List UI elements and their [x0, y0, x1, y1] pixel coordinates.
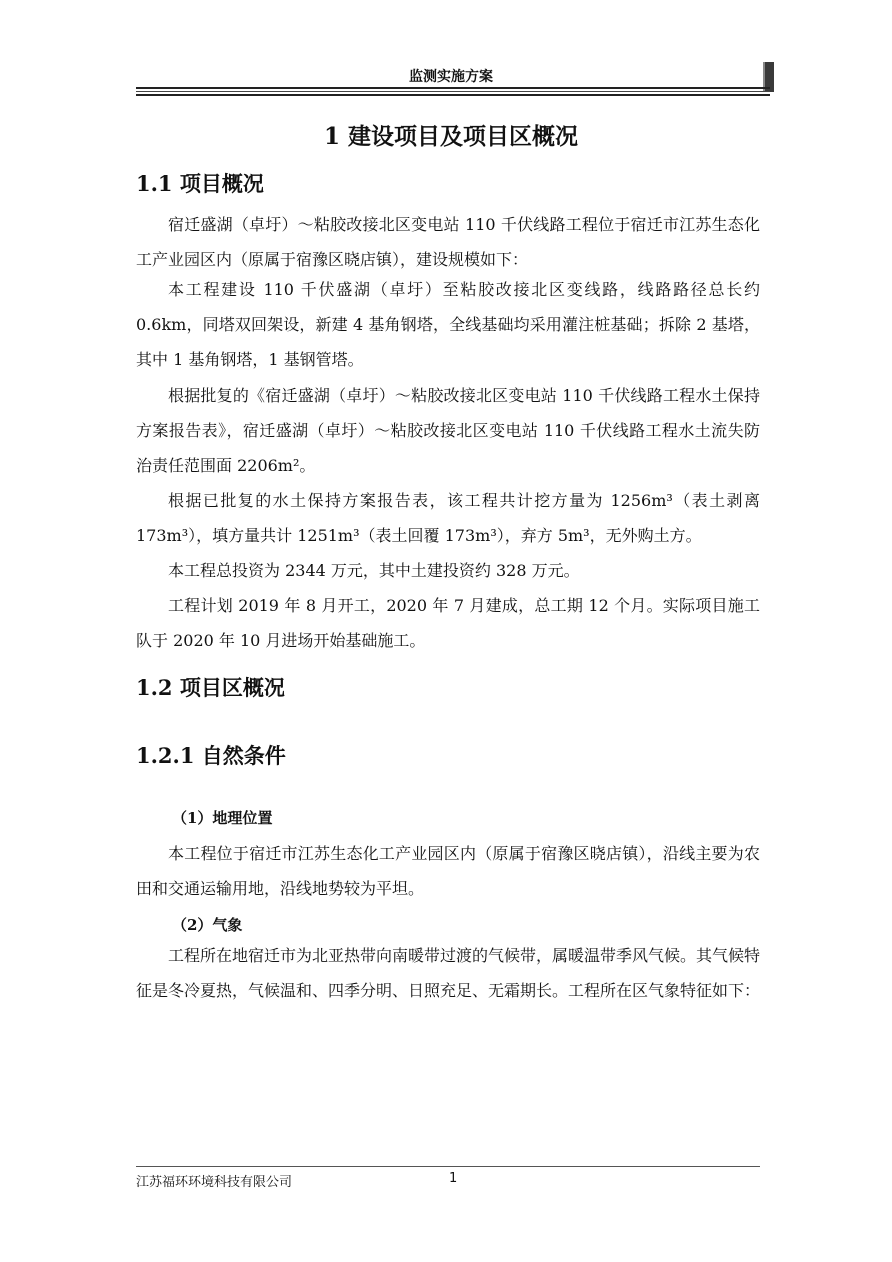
paragraph-investment: 本工程总投资为 2344 万元，其中土建投资约 328 万元。	[168, 561, 580, 580]
section-1-2-heading: 1.2 项目区概况	[136, 675, 285, 700]
section-1-1-heading: 1.1 项目概况	[136, 171, 264, 196]
paragraph-responsibility-area: 根据批复的《宿迁盛湖（卓圩）～粘胶改接北区变电站 110 千伏线路工程水土保持方案报告表》，宿迁盛湖（卓圩）～粘胶改接北区变电站 110 千伏线路工程水土流失防治责任范围面 2206m²。	[136, 386, 760, 475]
chapter-title: 1 建设项目及项目区概况	[323, 123, 578, 150]
subsection-geography-heading: （1）地理位置	[172, 809, 273, 827]
paragraph-schedule: 工程计划 2019 年 8 月开工，2020 年 7 月建成，总工期 12 个月。实际项目施工队于 2020 年 10 月进场开始基础施工。	[136, 596, 760, 650]
paragraph-construction-scale: 本工程建设 110 千伏盛湖（卓圩）至粘胶改接北区变线路，线路路径总长约 0.6km，同塔双回架设，新建 4 基角钢塔，全线基础均采用灌注桩基础；拆除 2 基塔，其中 1 基角钢塔，1 基钢管塔。	[136, 280, 760, 369]
header-title: 监测实施方案	[409, 69, 493, 85]
section-1-2-1-heading: 1.2.1 自然条件	[136, 743, 286, 768]
paragraph-climate: 工程所在地宿迁市为北亚热带向南暖带过渡的气候带，属暖温带季风气候。其气候特征是冬冷夏热，气候温和、四季分明、日照充足、无霜期长。工程所在区气象特征如下：	[136, 946, 761, 1000]
footer-page-number: 1	[449, 1171, 458, 1186]
footer-company: 江苏福环环境科技有限公司	[136, 1175, 293, 1190]
footer-rule	[136, 1166, 760, 1167]
paragraph-project-location: 宿迁盛湖（卓圩）～粘胶改接北区变电站 110 千伏线路工程位于宿迁市江苏生态化工产业园区内（原属于宿豫区晓店镇），建设规模如下：	[136, 215, 760, 269]
header-rule-bottom	[136, 94, 770, 96]
header-rule-middle	[136, 91, 770, 92]
subsection-climate-heading: （2）气象	[172, 916, 243, 934]
paragraph-earthwork: 根据已批复的水土保持方案报告表，该工程共计挖方量为 1256m³（表土剥离 173m³），填方量共计 1251m³（表土回覆 173m³），弃方 5m³，无外购土方。	[136, 491, 760, 545]
header-rule-top	[136, 87, 770, 89]
paragraph-geography: 本工程位于宿迁市江苏生态化工产业园区内（原属于宿豫区晓店镇），沿线主要为农田和交通运输用地，沿线地势较为平坦。	[136, 844, 760, 898]
